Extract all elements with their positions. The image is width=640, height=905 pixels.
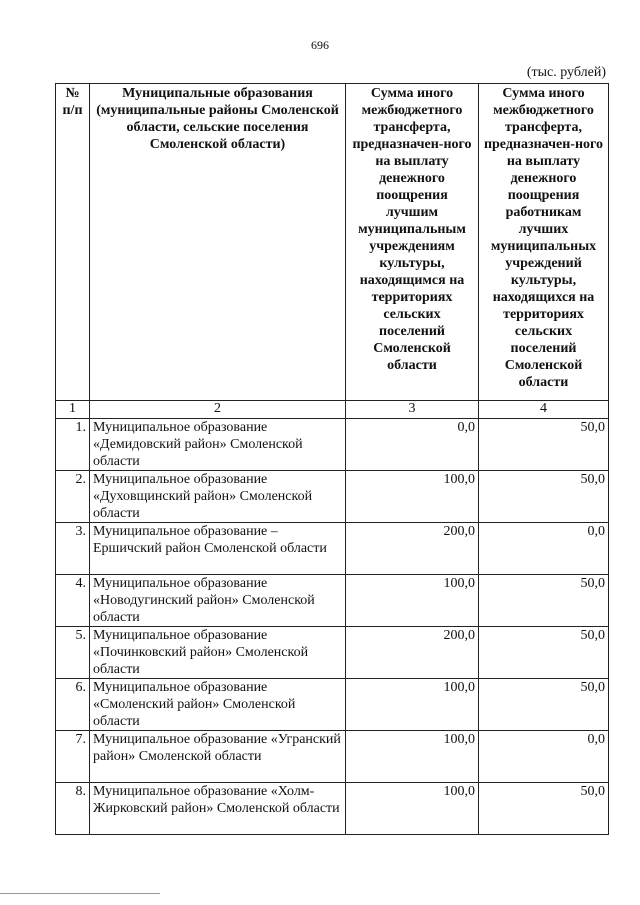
row-index: 1. <box>56 419 90 471</box>
row-index: 3. <box>56 523 90 575</box>
sum-institutions: 100,0 <box>346 731 479 783</box>
header-number: № п/п <box>56 84 90 401</box>
row-index: 6. <box>56 679 90 731</box>
sum-workers: 50,0 <box>479 575 609 627</box>
column-number-row <box>56 401 609 419</box>
budget-table <box>55 83 609 835</box>
table-header-row <box>56 84 609 401</box>
row-index: 4. <box>56 575 90 627</box>
table-row <box>56 731 609 783</box>
sum-institutions: 0,0 <box>346 419 479 471</box>
page-number: 696 <box>311 38 329 52</box>
units-label: (тыс. рублей) <box>526 65 606 80</box>
municipality-name: Муниципальное образование «Смоленский район» Смоленской области <box>90 679 346 731</box>
column-number: 3 <box>346 401 479 419</box>
sum-workers: 50,0 <box>479 783 609 835</box>
row-index: 2. <box>56 471 90 523</box>
table-row <box>56 471 609 523</box>
row-index: 5. <box>56 627 90 679</box>
table-row <box>56 575 609 627</box>
row-index: 8. <box>56 783 90 835</box>
sum-workers: 50,0 <box>479 471 609 523</box>
column-number: 4 <box>479 401 609 419</box>
sum-institutions: 100,0 <box>346 575 479 627</box>
municipality-name: Муниципальное образование «Демидовский район» Смоленской области <box>90 419 346 471</box>
bottom-divider <box>0 893 160 894</box>
sum-institutions: 200,0 <box>346 627 479 679</box>
municipality-name: Муниципальное образование «Починковский район» Смоленской области <box>90 627 346 679</box>
table-row <box>56 419 609 471</box>
column-number: 2 <box>90 401 346 419</box>
header-municipality: Муниципальные образования (муниципальные районы Смоленской области, сельские поселения Смоленской области) <box>90 84 346 401</box>
row-index: 7. <box>56 731 90 783</box>
table-row <box>56 783 609 835</box>
column-number: 1 <box>56 401 90 419</box>
table-row <box>56 679 609 731</box>
municipality-name: Муниципальное образование «Холм-Жирковский район» Смоленской области <box>90 783 346 835</box>
municipality-name: Муниципальное образование «Духовщинский район» Смоленской области <box>90 471 346 523</box>
municipality-name: Муниципальное образование «Угранский район» Смоленской области <box>90 731 346 783</box>
sum-workers: 0,0 <box>479 523 609 575</box>
sum-institutions: 200,0 <box>346 523 479 575</box>
sum-institutions: 100,0 <box>346 679 479 731</box>
sum-institutions: 100,0 <box>346 471 479 523</box>
sum-workers: 50,0 <box>479 627 609 679</box>
table-row <box>56 627 609 679</box>
sum-workers: 50,0 <box>479 419 609 471</box>
header-sum-institutions: Сумма иного межбюджетного трансферта, предназначен-ного на выплату денежного поощрения лучшим муниципальным учреждениям культуры, находящимся на территориях сельских поселений Смоленской области <box>346 84 479 401</box>
municipality-name: Муниципальное образование «Новодугинский район» Смоленской области <box>90 575 346 627</box>
municipality-name: Муниципальное образование – Ершичский район Смоленской области <box>90 523 346 575</box>
table-row <box>56 523 609 575</box>
sum-workers: 50,0 <box>479 679 609 731</box>
header-sum-workers: Сумма иного межбюджетного трансферта, предназначен-ного на выплату денежного поощрения работникам лучших муниципальных учреждений культуры, находящихся на территориях сельских поселений Смоленской области <box>479 84 609 401</box>
sum-workers: 0,0 <box>479 731 609 783</box>
sum-institutions: 100,0 <box>346 783 479 835</box>
